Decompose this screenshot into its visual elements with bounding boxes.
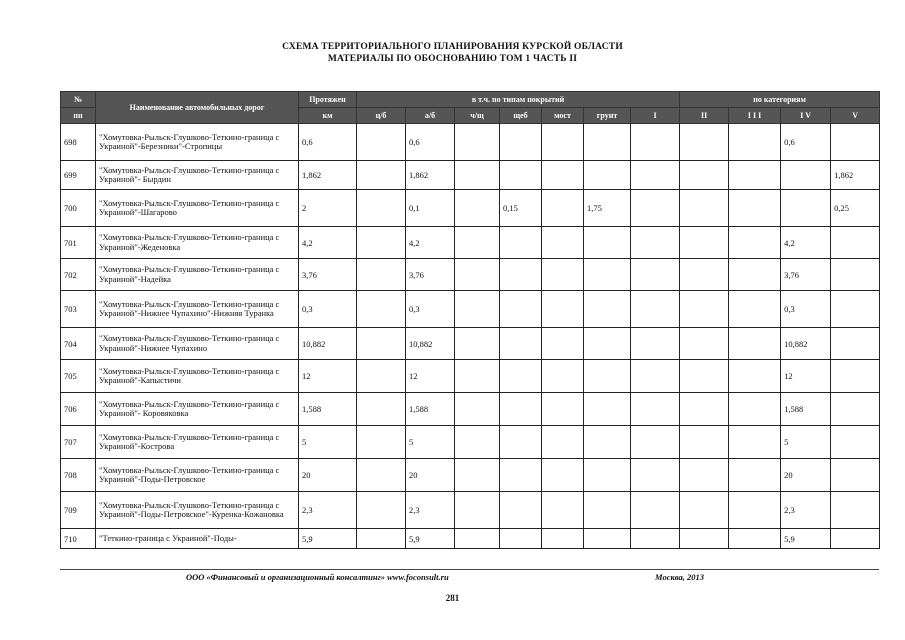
cell-c4: 0,6 bbox=[781, 124, 831, 161]
cell-c5 bbox=[831, 426, 880, 459]
cell-cb bbox=[357, 259, 406, 291]
cell-most bbox=[542, 291, 584, 328]
cell-num: 710 bbox=[61, 529, 96, 549]
header-cat-3: I I I bbox=[729, 108, 781, 124]
cell-chc bbox=[455, 124, 500, 161]
cell-c3 bbox=[729, 259, 781, 291]
cell-c5: 0,25 bbox=[831, 190, 880, 227]
cell-c4: 20 bbox=[781, 459, 831, 492]
cell-scheb bbox=[500, 393, 542, 426]
cell-num: 703 bbox=[61, 291, 96, 328]
header-most: мост bbox=[542, 108, 584, 124]
cell-c1 bbox=[631, 459, 680, 492]
cell-name: "Хомутовка-Рыльск-Глушково-Теткино-граница с Украиной"- Бырдин bbox=[96, 161, 299, 190]
cell-grunt bbox=[584, 161, 631, 190]
cell-scheb bbox=[500, 259, 542, 291]
cell-c4 bbox=[781, 161, 831, 190]
cell-ab: 2,3 bbox=[406, 492, 455, 529]
cell-chc bbox=[455, 393, 500, 426]
header-cat-4: I V bbox=[781, 108, 831, 124]
cell-chc bbox=[455, 426, 500, 459]
footer-company: ООО «Финансовый и организационный консалтинг» www.foconsult.ru bbox=[186, 572, 449, 582]
cell-num: 706 bbox=[61, 393, 96, 426]
cell-most bbox=[542, 492, 584, 529]
cell-c5 bbox=[831, 259, 880, 291]
cell-most bbox=[542, 393, 584, 426]
cell-cb bbox=[357, 529, 406, 549]
footer-city: Москва, 2013 bbox=[655, 572, 705, 582]
cell-c2 bbox=[680, 190, 729, 227]
cell-grunt bbox=[584, 393, 631, 426]
cell-ab: 3,76 bbox=[406, 259, 455, 291]
cell-c1 bbox=[631, 190, 680, 227]
cell-km: 4,2 bbox=[299, 227, 357, 259]
cell-c3 bbox=[729, 291, 781, 328]
cell-grunt bbox=[584, 328, 631, 360]
cell-ab: 20 bbox=[406, 459, 455, 492]
cell-cb bbox=[357, 492, 406, 529]
header-pp: пп bbox=[61, 108, 96, 124]
cell-c2 bbox=[680, 124, 729, 161]
cell-name: "Хомутовка-Рыльск-Глушково-Теткино-граница с Украиной"- Коровяковка bbox=[96, 393, 299, 426]
cell-grunt: 1,75 bbox=[584, 190, 631, 227]
cell-name: "Хомутовка-Рыльск-Глушково-Теткино-граница с Украиной"-Нижнее Чупахино"-Нижняя Туранка bbox=[96, 291, 299, 328]
cell-grunt bbox=[584, 529, 631, 549]
table-row bbox=[61, 529, 880, 549]
cell-ab: 0,1 bbox=[406, 190, 455, 227]
cell-name: "Хомутовка-Рыльск-Глушково-Теткино-граница с Украиной"-Нижнее Чупахино bbox=[96, 328, 299, 360]
cell-scheb bbox=[500, 328, 542, 360]
cell-c2 bbox=[680, 291, 729, 328]
cell-cb bbox=[357, 426, 406, 459]
table-row bbox=[61, 291, 880, 328]
cell-c5 bbox=[831, 227, 880, 259]
cell-c2 bbox=[680, 227, 729, 259]
roads-table bbox=[60, 91, 880, 549]
cell-c4: 4,2 bbox=[781, 227, 831, 259]
cell-c2 bbox=[680, 529, 729, 549]
cell-ab: 5,9 bbox=[406, 529, 455, 549]
cell-c2 bbox=[680, 259, 729, 291]
table-row bbox=[61, 227, 880, 259]
cell-name: "Хомутовка-Рыльск-Глушково-Теткино-граница с Украиной"-Шагарово bbox=[96, 190, 299, 227]
table-row bbox=[61, 124, 880, 161]
cell-most bbox=[542, 529, 584, 549]
header-ab: а/б bbox=[406, 108, 455, 124]
cell-c3 bbox=[729, 190, 781, 227]
cell-chc bbox=[455, 492, 500, 529]
cell-km: 2 bbox=[299, 190, 357, 227]
cell-scheb: 0,15 bbox=[500, 190, 542, 227]
cell-cb bbox=[357, 124, 406, 161]
cell-ab: 5 bbox=[406, 426, 455, 459]
cell-chc bbox=[455, 328, 500, 360]
cell-num: 705 bbox=[61, 360, 96, 393]
header-num: № bbox=[61, 92, 96, 108]
header-row-top bbox=[61, 92, 880, 108]
cell-cb bbox=[357, 459, 406, 492]
cell-km: 10,882 bbox=[299, 328, 357, 360]
cell-chc bbox=[455, 227, 500, 259]
cell-scheb bbox=[500, 161, 542, 190]
table-row bbox=[61, 259, 880, 291]
document-title bbox=[0, 41, 905, 65]
cell-c1 bbox=[631, 291, 680, 328]
cell-cb bbox=[357, 161, 406, 190]
cell-c4: 10,882 bbox=[781, 328, 831, 360]
cell-km: 5 bbox=[299, 426, 357, 459]
cell-km: 1,588 bbox=[299, 393, 357, 426]
cell-name: "Хомутовка-Рыльск-Глушково-Теткино-граница с Украиной"-Кострова bbox=[96, 426, 299, 459]
cell-ab: 1,588 bbox=[406, 393, 455, 426]
cell-grunt bbox=[584, 227, 631, 259]
cell-c1 bbox=[631, 259, 680, 291]
cell-scheb bbox=[500, 291, 542, 328]
cell-c4: 5,9 bbox=[781, 529, 831, 549]
cell-c3 bbox=[729, 124, 781, 161]
cell-chc bbox=[455, 190, 500, 227]
cell-name: "Хомутовка-Рыльск-Глушково-Теткино-граница с Украиной"-Поды-Петровское"-Куренка-Кожановка bbox=[96, 492, 299, 529]
cell-km: 12 bbox=[299, 360, 357, 393]
cell-c1 bbox=[631, 328, 680, 360]
cell-grunt bbox=[584, 291, 631, 328]
cell-c2 bbox=[680, 360, 729, 393]
cell-cb bbox=[357, 227, 406, 259]
cell-num: 700 bbox=[61, 190, 96, 227]
table-row bbox=[61, 190, 880, 227]
header-chc: ч/щ bbox=[455, 108, 500, 124]
cell-cb bbox=[357, 291, 406, 328]
cell-c5 bbox=[831, 360, 880, 393]
table-row bbox=[61, 426, 880, 459]
table-row bbox=[61, 459, 880, 492]
cell-c5 bbox=[831, 393, 880, 426]
cell-c3 bbox=[729, 227, 781, 259]
cell-c3 bbox=[729, 393, 781, 426]
cell-c2 bbox=[680, 492, 729, 529]
header-cat-1: I bbox=[631, 108, 680, 124]
cell-c5 bbox=[831, 291, 880, 328]
cell-c4: 5 bbox=[781, 426, 831, 459]
header-cb: ц/б bbox=[357, 108, 406, 124]
cell-km: 0,3 bbox=[299, 291, 357, 328]
cell-most bbox=[542, 161, 584, 190]
cell-ab: 12 bbox=[406, 360, 455, 393]
cell-most bbox=[542, 124, 584, 161]
cell-name: "Хомутовка-Рыльск-Глушково-Теткино-граница с Украиной"-Жеденовка bbox=[96, 227, 299, 259]
cell-cb bbox=[357, 328, 406, 360]
cell-c3 bbox=[729, 529, 781, 549]
cell-c2 bbox=[680, 459, 729, 492]
cell-c1 bbox=[631, 393, 680, 426]
cell-c4: 1,588 bbox=[781, 393, 831, 426]
header-cat-5: V bbox=[831, 108, 880, 124]
page-number: 281 bbox=[445, 593, 460, 603]
cell-name: "Хомутовка-Рыльск-Глушково-Теткино-граница с Украиной"-Капыстичи bbox=[96, 360, 299, 393]
cell-name: "Теткино-граница с Украиной"-Поды- bbox=[96, 529, 299, 549]
table-row bbox=[61, 328, 880, 360]
cell-c2 bbox=[680, 328, 729, 360]
cell-ab: 0,3 bbox=[406, 291, 455, 328]
cell-scheb bbox=[500, 529, 542, 549]
cell-c3 bbox=[729, 328, 781, 360]
cell-chc bbox=[455, 161, 500, 190]
cell-c5 bbox=[831, 492, 880, 529]
cell-cb bbox=[357, 393, 406, 426]
cell-c1 bbox=[631, 492, 680, 529]
cell-chc bbox=[455, 360, 500, 393]
cell-c1 bbox=[631, 529, 680, 549]
cell-chc bbox=[455, 529, 500, 549]
header-by-surface: в т.ч. по типам покрытий bbox=[357, 92, 680, 108]
cell-num: 704 bbox=[61, 328, 96, 360]
cell-scheb bbox=[500, 227, 542, 259]
header-cat-2: II bbox=[680, 108, 729, 124]
cell-scheb bbox=[500, 492, 542, 529]
cell-c3 bbox=[729, 360, 781, 393]
cell-chc bbox=[455, 291, 500, 328]
cell-most bbox=[542, 360, 584, 393]
cell-scheb bbox=[500, 360, 542, 393]
cell-chc bbox=[455, 459, 500, 492]
cell-grunt bbox=[584, 459, 631, 492]
cell-cb bbox=[357, 360, 406, 393]
cell-c1 bbox=[631, 124, 680, 161]
cell-name: "Хомутовка-Рыльск-Глушково-Теткино-граница с Украиной"-Поды-Петровское bbox=[96, 459, 299, 492]
cell-num: 702 bbox=[61, 259, 96, 291]
cell-c4 bbox=[781, 190, 831, 227]
header-road-name: Наименование автомобильных дорог bbox=[96, 92, 299, 124]
title-line-1: СХЕМА ТЕРРИТОРИАЛЬНОГО ПЛАНИРОВАНИЯ КУРСКОЙ ОБЛАСТИ bbox=[282, 42, 623, 52]
cell-ab: 10,882 bbox=[406, 328, 455, 360]
cell-scheb bbox=[500, 124, 542, 161]
cell-num: 701 bbox=[61, 227, 96, 259]
cell-num: 708 bbox=[61, 459, 96, 492]
cell-c2 bbox=[680, 161, 729, 190]
cell-most bbox=[542, 328, 584, 360]
header-by-category: по категориям bbox=[680, 92, 880, 108]
cell-most bbox=[542, 227, 584, 259]
table-row bbox=[61, 360, 880, 393]
cell-c1 bbox=[631, 161, 680, 190]
cell-ab: 0,6 bbox=[406, 124, 455, 161]
cell-c4: 3,76 bbox=[781, 259, 831, 291]
cell-c5: 1,862 bbox=[831, 161, 880, 190]
cell-c3 bbox=[729, 459, 781, 492]
cell-c1 bbox=[631, 426, 680, 459]
cell-num: 709 bbox=[61, 492, 96, 529]
cell-c5 bbox=[831, 459, 880, 492]
cell-c1 bbox=[631, 360, 680, 393]
cell-c2 bbox=[680, 393, 729, 426]
footer-divider bbox=[60, 569, 879, 570]
table-header bbox=[61, 92, 880, 124]
header-km: км bbox=[299, 108, 357, 124]
cell-name: "Хомутовка-Рыльск-Глушково-Теткино-граница с Украиной"-Березники"-Стропицы bbox=[96, 124, 299, 161]
table-body bbox=[61, 124, 880, 549]
cell-c4: 12 bbox=[781, 360, 831, 393]
title-line-2: МАТЕРИАЛЫ ПО ОБОСНОВАНИЮ ТОМ 1 ЧАСТЬ II bbox=[327, 54, 578, 64]
header-scheb: щеб bbox=[500, 108, 542, 124]
cell-c1 bbox=[631, 227, 680, 259]
table-row bbox=[61, 492, 880, 529]
cell-most bbox=[542, 426, 584, 459]
cell-km: 0,6 bbox=[299, 124, 357, 161]
cell-num: 707 bbox=[61, 426, 96, 459]
table-row bbox=[61, 393, 880, 426]
cell-most bbox=[542, 190, 584, 227]
cell-km: 3,76 bbox=[299, 259, 357, 291]
cell-c5 bbox=[831, 124, 880, 161]
cell-c2 bbox=[680, 426, 729, 459]
cell-c5 bbox=[831, 328, 880, 360]
cell-c4: 2,3 bbox=[781, 492, 831, 529]
cell-grunt bbox=[584, 360, 631, 393]
cell-scheb bbox=[500, 426, 542, 459]
cell-grunt bbox=[584, 492, 631, 529]
header-length: Протяжен bbox=[299, 92, 357, 108]
cell-km: 5,9 bbox=[299, 529, 357, 549]
cell-grunt bbox=[584, 259, 631, 291]
cell-most bbox=[542, 259, 584, 291]
cell-ab: 4,2 bbox=[406, 227, 455, 259]
cell-most bbox=[542, 459, 584, 492]
cell-num: 699 bbox=[61, 161, 96, 190]
cell-num: 698 bbox=[61, 124, 96, 161]
table-row bbox=[61, 161, 880, 190]
cell-km: 1,862 bbox=[299, 161, 357, 190]
cell-c4: 0,3 bbox=[781, 291, 831, 328]
cell-km: 20 bbox=[299, 459, 357, 492]
cell-name: "Хомутовка-Рыльск-Глушково-Теткино-граница с Украиной"-Надейка bbox=[96, 259, 299, 291]
cell-km: 2,3 bbox=[299, 492, 357, 529]
cell-c3 bbox=[729, 492, 781, 529]
cell-ab: 1,862 bbox=[406, 161, 455, 190]
cell-cb bbox=[357, 190, 406, 227]
cell-grunt bbox=[584, 124, 631, 161]
cell-c3 bbox=[729, 426, 781, 459]
cell-chc bbox=[455, 259, 500, 291]
header-grunt: грунт bbox=[584, 108, 631, 124]
cell-scheb bbox=[500, 459, 542, 492]
cell-grunt bbox=[584, 426, 631, 459]
cell-c5 bbox=[831, 529, 880, 549]
cell-c3 bbox=[729, 161, 781, 190]
